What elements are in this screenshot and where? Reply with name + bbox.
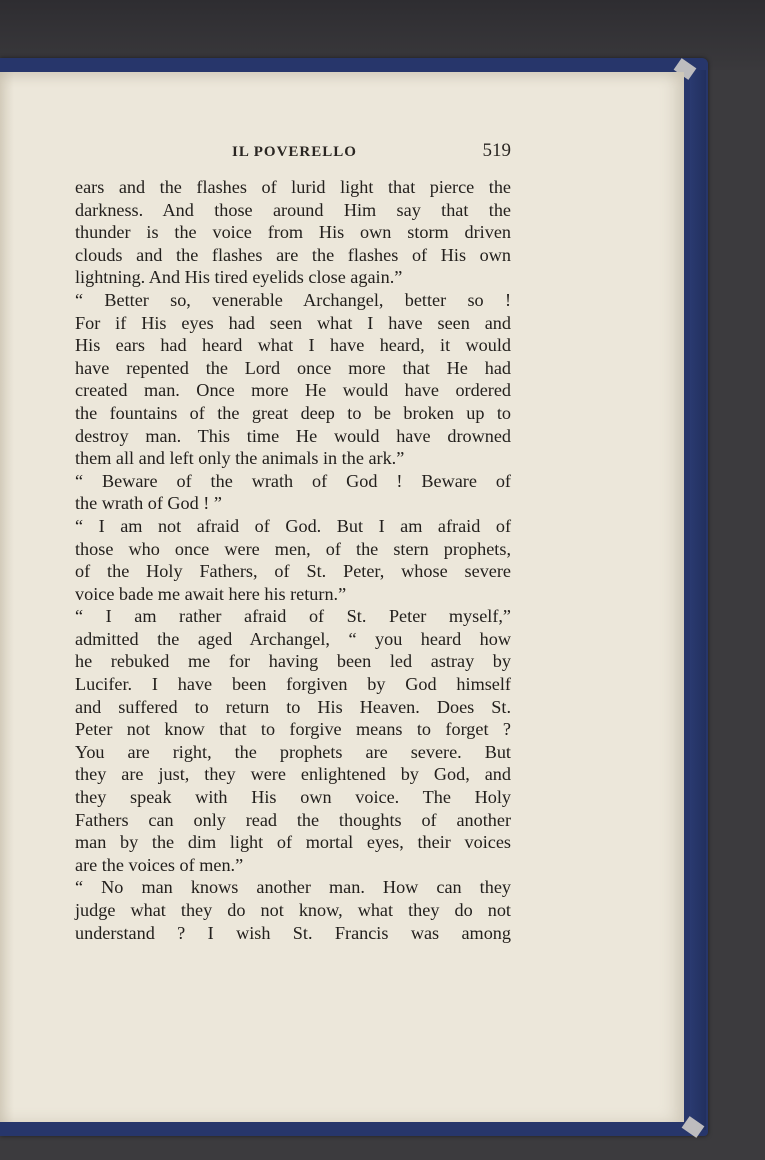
text-line: Lucifer. I have been forgiven by God himself	[75, 674, 511, 695]
page-number: 519	[482, 140, 511, 161]
text-line: thunder is the voice from His own storm driven	[75, 222, 511, 243]
text-line: For if His eyes had seen what I have seen and	[75, 312, 511, 333]
text-line: “ I am rather afraid of St. Peter myself,”	[75, 606, 511, 627]
text-line: admitted the aged Archangel, “ you heard how	[75, 628, 511, 649]
text-line: they are just, they were enlightened by God, and	[75, 764, 511, 785]
text-line: they speak with His own voice. The Holy	[75, 787, 511, 808]
text-line: the fountains of the great deep to be broken up to	[75, 402, 511, 423]
text-line: His ears had heard what I have heard, it would	[75, 335, 511, 356]
text-line: created man. Once more He would have ordered	[75, 380, 511, 401]
text-line: destroy man. This time He would have drowned	[75, 425, 511, 446]
text-line: Fathers can only read the thoughts of another	[75, 809, 511, 830]
text-line: “ I am not afraid of God. But I am afraid of	[75, 515, 511, 536]
page-header	[75, 140, 513, 166]
text-line: understand ? I wish St. Francis was among	[75, 922, 511, 943]
text-line: clouds and the flashes are the flashes of His own	[75, 244, 511, 265]
text-line: ears and the flashes of lurid light that pierce the	[75, 177, 511, 197]
text-line: those who once were men, of the stern prophets,	[75, 538, 511, 559]
text-line: Peter not know that to forgive means to forget ?	[75, 719, 511, 740]
text-line: have repented the Lord once more that He had	[75, 357, 511, 378]
text-line: he rebuked me for having been led astray by	[75, 651, 511, 672]
text-line: You are right, the prophets are severe. But	[75, 741, 511, 762]
text-line: are the voices of men.”	[75, 854, 244, 875]
text-line: “ Beware of the wrath of God ! Beware of	[75, 470, 511, 491]
text-line: and suffered to return to His Heaven. Does St.	[75, 696, 511, 717]
text-line: darkness. And those around Him say that the	[75, 199, 511, 220]
page-gutter-shadow	[0, 72, 14, 1122]
text-line: judge what they do not know, what they do not	[75, 900, 511, 920]
text-line: man by the dim light of mortal eyes, their voices	[75, 832, 511, 853]
text-line: lightning. And His tired eyelids close again.”	[75, 267, 403, 288]
running-title: IL POVERELLO	[232, 144, 357, 160]
text-line: “ Better so, venerable Archangel, better so !	[75, 289, 511, 310]
book-cover-edge	[690, 70, 706, 1130]
book-page	[0, 72, 684, 1122]
text-line: “ No man knows another man. How can they	[75, 877, 511, 898]
text-line: of the Holy Fathers, of St. Peter, whose severe	[75, 561, 511, 582]
body-text	[75, 176, 511, 944]
text-line: them all and left only the animals in the ark.”	[75, 448, 405, 469]
text-line: the wrath of God ! ”	[75, 493, 222, 514]
text-line: voice bade me await here his return.”	[75, 583, 347, 604]
